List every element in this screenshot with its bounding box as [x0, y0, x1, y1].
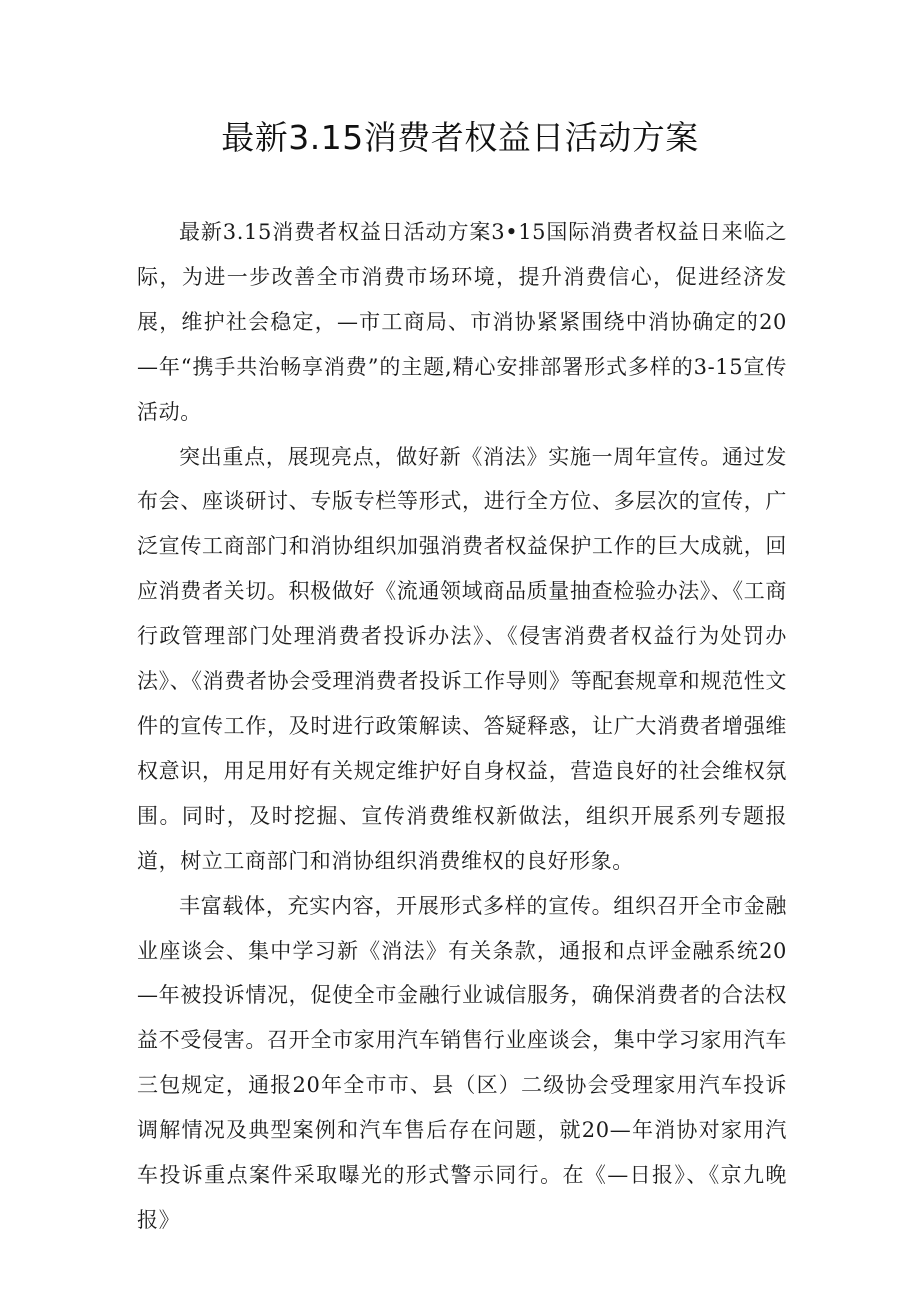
document-title: 最新3.15消费者权益日活动方案 — [221, 118, 699, 157]
document-body — [137, 210, 787, 1243]
paragraph-highlights: 突出重点，展现亮点，做好新《消法》实施一周年宣传。通过发布会、座谈研讨、专版专栏等形式，进行全方位、多层次的宣传，广泛宣传工商部门和消协组织加强消费者权益保护工作的巨大成就，回应消费者关切。积极做好《流通领域商品质量抽查检验办法》、《工商行政管理部门处理消费者投诉办法》、《侵害消费者权益行为处罚办法》、《消费者协会受理消费者投诉工作导则》等配套规章和规范性文件的宣传工作，及时进行政策解读、答疑释惑，让广大消费者增强维权意识，用足用好有关规定维护好自身权益，营造良好的社会维权氛围。同时，及时挖掘、宣传消费维权新做法，组织开展系列专题报道，树立工商部门和消协组织消费维权的良好形象。 — [137, 444, 787, 873]
paragraph-intro: 最新3.15消费者权益日活动方案3•15国际消费者权益日来临之际，为进一步改善全市消费市场环境，提升消费信心，促进经济发展，维护社会稳定，—市工商局、市消协紧紧围绕中消协确定的20—年“携手共治畅享消费”的主题,精心安排部署形式多样的3-15宣传活动。 — [137, 220, 787, 424]
paragraph-activities: 丰富载体，充实内容，开展形式多样的宣传。组织召开全市金融业座谈会、集中学习新《消法》有关条款，通报和点评金融系统20—年被投诉情况，促使全市金融行业诚信服务，确保消费者的合法权益不受侵害。召开全市家用汽车销售行业座谈会，集中学习家用汽车三包规定，通报20年全市市、县（区）二级协会受理家用汽车投诉调解情况及典型案例和汽车售后存在问题，就20—年消协对家用汽车投诉重点案件采取曝光的形式警示同行。在《—日报》、《京九晚报》 — [137, 893, 787, 1232]
